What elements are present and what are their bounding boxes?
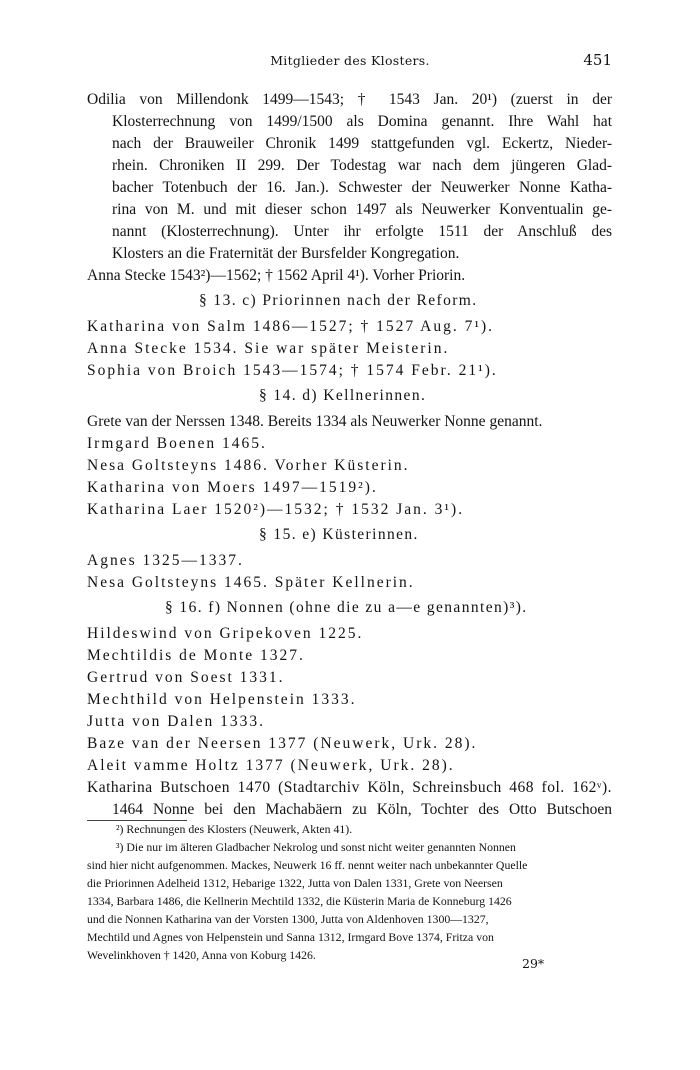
- text-line: Klosterrechnung von 1499/1500 als Domina genannt. Ihre Wahl hat: [112, 113, 612, 130]
- entry-line: Katharina Butschoen 1470 (Stadtarchiv Köln, Schreinsbuch 468 fol. 162ᵛ).: [87, 779, 612, 796]
- footnote-line: 1334, Barbara 1486, die Kellnerin Mechtild 1332, die Küsterin Maria de Konneburg 1426: [87, 894, 512, 908]
- entry-line: Mechthild von Helpenstein 1333.: [87, 691, 357, 708]
- entry-line: Katharina von Moers 1497—1519²).: [87, 479, 378, 496]
- entry-line: Katharina von Salm 1486—1527; † 1527 Aug. 7¹).: [87, 318, 495, 335]
- entry-line: Mechtildis de Monte 1327.: [87, 647, 305, 664]
- entry-line: Aleit vamme Holtz 1377 (Neuwerk, Urk. 28).: [87, 757, 455, 774]
- text-line: bacher Totenbuch der 16. Jan.). Schwester der Neuwerker Nonne Katha-: [112, 179, 612, 196]
- entry-line: Irmgard Boenen 1465.: [87, 435, 267, 452]
- text-line: 1464 Nonne bei den Machabäern zu Köln, Tochter des Otto Butschoen: [112, 801, 612, 818]
- entry-line: Nesa Goltsteyns 1465. Später Kellnerin.: [87, 574, 415, 591]
- footnote-line: ²) Rechnungen des Klosters (Neuwerk, Akten 41).: [116, 822, 353, 836]
- running-head: [0, 51, 700, 71]
- entry-line: Gertrud von Soest 1331.: [87, 669, 285, 686]
- section-heading: § 13. c) Priorinnen nach der Reform.: [199, 292, 478, 309]
- text-line: rhein. Chroniken II 299. Der Todestag war nach dem jüngeren Glad-: [112, 157, 612, 174]
- footnote-line: Wevelinkhoven † 1420, Anna von Koburg 1426.: [87, 948, 316, 962]
- text-line: Odilia von Millendonk 1499—1543; † 1543 Jan. 20¹) (zuerst in der: [87, 91, 612, 108]
- entry-line: Katharina Laer 1520²)—1532; † 1532 Jan. 3¹).: [87, 501, 465, 518]
- section-heading: § 15. e) Küsterinnen.: [259, 526, 419, 543]
- entry-line: Sophia von Broich 1543—1574; † 1574 Febr. 21¹).: [87, 362, 498, 379]
- text-line: rina von M. und mit dieser schon 1497 als Neuwerker Konventualin ge-: [112, 201, 612, 218]
- text-line: Anna Stecke 1543²)—1562; † 1562 April 4¹). Vorher Priorin.: [87, 267, 466, 284]
- footnote-line: Mechtild und Agnes von Helpenstein und Sanna 1312, Irmgard Bove 1374, Fritza von: [87, 930, 494, 944]
- section-heading: § 16. f) Nonnen (ohne die zu a—e genannten)³).: [165, 599, 528, 616]
- footnote-line: und die Nonnen Katharina van der Vorsten 1300, Jutta von Aldenhoven 1300—1327,: [87, 912, 489, 926]
- entry-line: Jutta von Dalen 1333.: [87, 713, 266, 730]
- entry-line: Anna Stecke 1534. Sie war später Meisterin.: [87, 340, 450, 357]
- entry-line: Hildeswind von Gripekoven 1225.: [87, 625, 364, 642]
- text-line: nach der Brauweiler Chronik 1499 stattgefunden vgl. Eckertz, Nieder-: [112, 135, 612, 152]
- section-heading: § 14. d) Kellnerinnen.: [259, 387, 427, 404]
- text-line: nannt (Klosterrechnung). Unter ihr erfolgte 1511 der Anschluß des: [112, 223, 612, 240]
- signature-mark: 29*: [522, 956, 545, 971]
- entry-line: Grete van der Nerssen 1348. Bereits 1334 als Neuwerker Nonne genannt.: [87, 413, 543, 430]
- entry-line: Baze van der Neersen 1377 (Neuwerk, Urk. 28).: [87, 735, 478, 752]
- footnote-line: ³) Die nur im älteren Gladbacher Nekrolog und sonst nicht weiter genannten Nonnen: [116, 840, 516, 854]
- footnote-line: sind hier nicht aufgenommen. Mackes, Neuwerk 16 ff. nennt weiter nach unbekannter Quelle: [87, 858, 528, 872]
- running-head-title: Mitglieder des Klosters.: [270, 53, 430, 68]
- text-line: Klosters an die Fraternität der Bursfelder Kongregation.: [112, 245, 460, 262]
- footnote-line: die Priorinnen Adelheid 1312, Hebarige 1322, Jutta von Dalen 1331, Grete von Neersen: [87, 876, 503, 890]
- page-number: 451: [583, 51, 612, 69]
- entry-line: Nesa Goltsteyns 1486. Vorher Küsterin.: [87, 457, 410, 474]
- entry-line: Agnes 1325—1337.: [87, 552, 244, 569]
